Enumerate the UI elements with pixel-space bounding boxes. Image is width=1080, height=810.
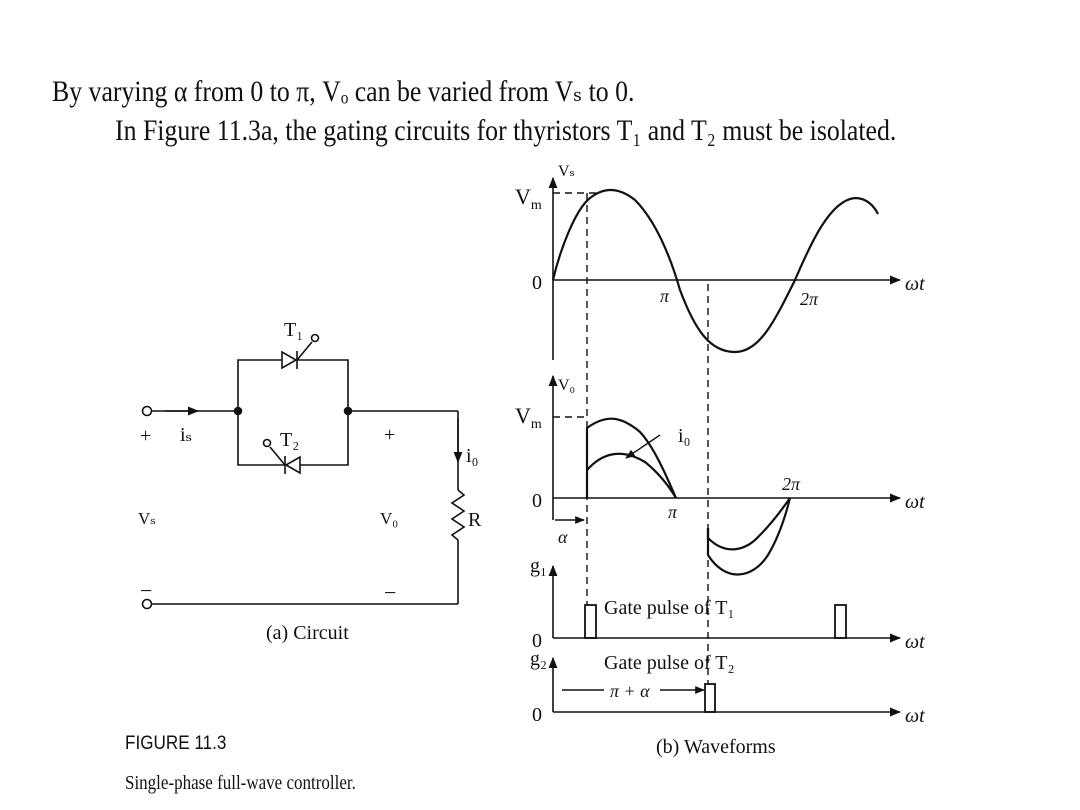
zero-label-vo: 0	[532, 490, 542, 512]
t1-label: T₁	[284, 319, 304, 341]
waveforms-caption: (b) Waveforms	[656, 736, 776, 758]
vm-label-top: $V_m$	[515, 184, 542, 213]
branch-t1	[238, 360, 348, 411]
output-minus: −	[384, 580, 397, 605]
vo-negative-curve	[708, 498, 790, 575]
input-minus: −	[140, 578, 153, 603]
gate-t1-label: Gate pulse of T₁	[604, 597, 735, 619]
circuit	[143, 335, 465, 609]
zero-label-g2: 0	[532, 704, 542, 726]
vs-label: Vₛ	[138, 509, 157, 528]
gate-pulse-t1-first	[585, 605, 596, 638]
vs-sine-curve	[553, 190, 878, 352]
io-positive-curve-lower	[587, 454, 676, 498]
pi-label-2: π	[668, 502, 678, 522]
circuit-caption: (a) Circuit	[266, 622, 349, 644]
vs-axis-label: Vₛ	[558, 163, 575, 180]
wt-label-4: ωt	[905, 705, 925, 727]
pi-plus-alpha-label: π + α	[610, 681, 650, 701]
wt-label-1: ωt	[905, 273, 925, 295]
output-plus: +	[384, 424, 396, 446]
input-terminal-top	[143, 407, 152, 416]
statement-line-1: By varying α from 0 to π, Vₒ can be varied from Vₛ to 0.	[52, 75, 635, 108]
zero-label-vs: 0	[532, 272, 542, 294]
waveform-curves	[553, 190, 878, 575]
input-plus: +	[140, 425, 152, 447]
waveform-axes	[553, 178, 900, 712]
gate-t2-label: Gate pulse of T₂	[604, 652, 735, 674]
alpha-label: α	[558, 527, 568, 547]
statement-line-2: In Figure 11.3a, the gating circuits for thyristors T₁ and T₂ must be isolated.	[115, 114, 897, 147]
figure-caption: Single-phase full-wave controller.	[125, 772, 356, 794]
g1-label: g₁	[530, 555, 547, 577]
vo-axis-label: V₀	[558, 377, 576, 394]
io-negative-curve	[708, 498, 790, 549]
r-label: R	[468, 509, 482, 531]
io-wave-label: i₀	[678, 425, 691, 447]
g2-label: g₂	[530, 648, 547, 670]
zero-label-g1: 0	[532, 630, 542, 652]
gate-pulse-t2	[705, 684, 715, 712]
two-pi-label-2: 2π	[782, 474, 801, 494]
vo-label: V₀	[380, 509, 399, 528]
resistor-symbol	[452, 490, 464, 540]
t2-label: T₂	[280, 429, 300, 451]
two-pi-label-1: 2π	[800, 289, 819, 309]
vm-label-vo: $V_m$	[515, 403, 542, 432]
wt-label-3: ωt	[905, 631, 925, 653]
is-label: iₛ	[180, 424, 193, 446]
pi-label-1: π	[660, 286, 670, 306]
wt-label-2: ωt	[905, 491, 925, 513]
io-circuit-label: i₀	[466, 445, 479, 467]
gate-pulse-t1-second	[835, 605, 846, 638]
figure-label: FIGURE 11.3	[125, 733, 227, 754]
